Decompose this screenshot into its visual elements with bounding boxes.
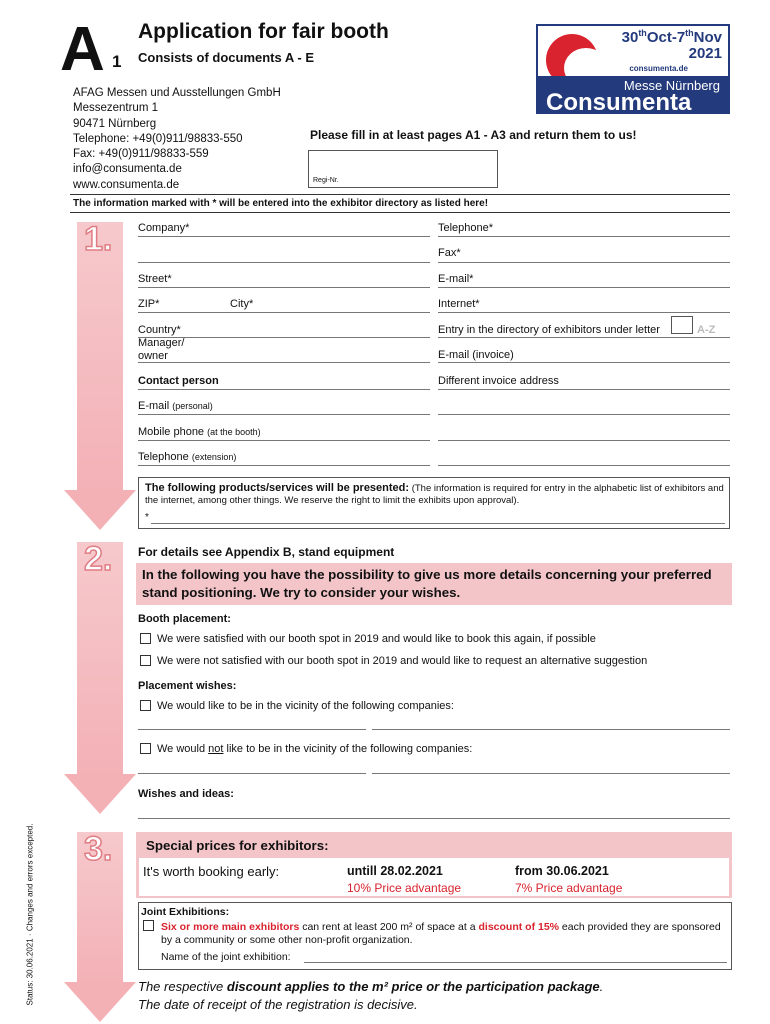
instruction-text: Please fill in at least pages A1 - A3 and return them to us! — [310, 128, 637, 142]
email-invoice-label: E-mail (invoice) — [438, 349, 514, 361]
page-subtitle: Consists of documents A - E — [138, 50, 314, 65]
fax-label: Fax* — [438, 247, 461, 259]
telephone-field[interactable] — [438, 236, 730, 237]
section1-number: 1. — [84, 220, 113, 258]
email-label: E-mail* — [438, 273, 474, 285]
products-field[interactable] — [151, 523, 725, 524]
badge-letter: A — [60, 15, 102, 84]
joint-name-field[interactable] — [304, 962, 727, 963]
section3-number: 3. — [84, 830, 113, 868]
zip-label: ZIP* — [138, 298, 160, 310]
joint-text: Six or more main exhibitors can rent at least 200 m² of space at a discount of 15% each provided they are sponsored by a community or some other non-profit organization. — [161, 921, 721, 946]
country-label: Country* — [138, 324, 181, 336]
manager-field[interactable] — [138, 362, 430, 363]
address-line: 90471 Nürnberg — [73, 117, 157, 130]
section1-arrow — [77, 222, 123, 492]
until-advantage: 10% Price advantage — [347, 881, 462, 895]
diff-invoice-label: Different invoice address — [438, 375, 559, 387]
from-date: from 30.06.2021 — [515, 864, 609, 878]
address-line: Fax: +49(0)911/98833-559 — [73, 148, 209, 161]
tel-ext-field[interactable] — [138, 465, 430, 466]
products-star: * — [145, 512, 149, 523]
section3-arrow-head — [64, 982, 136, 1022]
directory-note: The information marked with * will be entered into the exhibitor directory as listed here! — [73, 198, 489, 209]
address-line: AFAG Messen und Ausstellungen GmbH — [73, 87, 281, 99]
address-line: www.consumenta.de — [73, 178, 180, 191]
tel-ext-label: Telephone (extension) — [138, 451, 237, 463]
positioning-banner-text: In the following you have the possibility to give us more details concerning your preferred stand positioning. We try to consider your wishes. — [142, 567, 712, 600]
street-field[interactable] — [138, 287, 430, 288]
internet-field[interactable] — [438, 312, 730, 313]
company-field-2[interactable] — [138, 262, 430, 263]
invoice-field-2[interactable] — [438, 414, 730, 415]
footer-note: The respective discount applies to the m² price or the participation package. The date of receipt of the registration is decisive. — [138, 979, 604, 1012]
appendix-note: For details see Appendix B, stand equipment — [138, 545, 395, 559]
mobile-label: Mobile phone (at the booth) — [138, 426, 261, 438]
products-box — [138, 477, 730, 529]
contact-person-field[interactable] — [138, 389, 430, 390]
internet-label: Internet* — [438, 298, 480, 310]
telephone-label: Telephone* — [438, 222, 494, 234]
section2-arrow-head — [64, 774, 136, 814]
az-label: A-Z — [697, 324, 716, 336]
vicinity-field-1[interactable] — [138, 729, 366, 730]
mobile-field[interactable] — [138, 440, 430, 441]
vicinity-field-2[interactable] — [372, 729, 730, 730]
until-date: untill 28.02.2021 — [347, 864, 443, 878]
regi-nr-label: Regi-Nr. — [313, 177, 339, 184]
joint-name-label: Name of the joint exhibition: — [161, 951, 291, 963]
email-personal-field[interactable] — [138, 414, 430, 415]
email-personal-label: E-mail (personal) — [138, 400, 213, 412]
consumenta-logo — [536, 24, 730, 114]
fax-field[interactable] — [438, 262, 730, 263]
booth-placement-label: Booth placement: — [138, 613, 231, 625]
page-title: Application for fair booth — [138, 20, 389, 43]
entry-letter-line — [438, 337, 730, 338]
address-line: info@consumenta.de — [73, 163, 182, 176]
joint-title: Joint Exhibitions: — [141, 906, 230, 918]
side-status: Status: 30.06.2021 · Changes and errors excepted. — [25, 823, 35, 1006]
wishes-label: Wishes and ideas: — [138, 788, 234, 800]
section2-number: 2. — [84, 540, 113, 578]
not-vicinity-field-2[interactable] — [372, 773, 730, 774]
logo-brand: Consumenta — [546, 89, 692, 114]
email-invoice-field[interactable] — [438, 362, 730, 363]
from-advantage: 7% Price advantage — [515, 881, 623, 895]
email-field[interactable] — [438, 287, 730, 288]
early-booking-box — [139, 858, 729, 896]
city-label: City* — [230, 298, 254, 310]
wishes-field[interactable] — [138, 818, 730, 819]
badge-sub: 1 — [112, 52, 122, 71]
organizer-address — [73, 86, 281, 193]
not-vicinity-field-1[interactable] — [138, 773, 366, 774]
invoice-field-4[interactable] — [438, 465, 730, 466]
logo-site: consumenta.de — [629, 64, 688, 73]
not-vicinity-checkbox[interactable] — [140, 743, 151, 754]
logo-year: 2021 — [688, 45, 722, 62]
form-badge — [60, 15, 128, 84]
entry-letter-box[interactable] — [671, 316, 693, 334]
logo-venue: Messe Nürnberg — [623, 78, 720, 93]
vicinity-label: We would like to be in the vicinity of the following companies: — [157, 700, 454, 712]
joint-checkbox[interactable] — [143, 920, 154, 931]
not-satisfied-checkbox[interactable] — [140, 655, 151, 666]
special-prices-title: Special prices for exhibitors: — [146, 838, 329, 853]
not-vicinity-label: We would not like to be in the vicinity of the following companies: — [157, 743, 473, 755]
satisfied-label: We were satisfied with our booth spot in 2019 and would like to book this again, if possible — [157, 633, 596, 645]
logo-dates: 30thOct-7thNov — [621, 28, 722, 46]
regi-nr-box[interactable] — [308, 150, 498, 188]
entry-letter-label: Entry in the directory of exhibitors under letter — [438, 324, 660, 336]
satisfied-checkbox[interactable] — [140, 633, 151, 644]
street-label: Street* — [138, 273, 172, 285]
section1-arrow-head — [64, 490, 136, 530]
manager-label: Manager/ owner — [138, 337, 185, 362]
zip-city-field[interactable] — [138, 312, 430, 313]
placement-wishes-label: Placement wishes: — [138, 680, 237, 692]
contact-person-label: Contact person — [138, 375, 219, 387]
products-text: The following products/services will be presented: (The information is required for entry in the alphabetic list of exhibitors and the internet, among other things. We reserve the right to limit the exhibits upon approval). — [145, 482, 724, 506]
company-label: Company* — [138, 222, 190, 234]
positioning-banner — [136, 563, 732, 605]
early-booking-label: It's worth booking early: — [143, 864, 280, 879]
invoice-field-3[interactable] — [438, 440, 730, 441]
company-field[interactable] — [138, 236, 430, 237]
joint-exhibition-box — [138, 902, 732, 970]
vicinity-checkbox[interactable] — [140, 700, 151, 711]
address-line: Messezentrum 1 — [73, 102, 159, 115]
not-satisfied-label: We were not satisfied with our booth spot in 2019 and would like to request an alternative suggestion — [157, 655, 648, 667]
invoice-field-1[interactable] — [438, 389, 730, 390]
address-line: Telephone: +49(0)911/98833-550 — [73, 132, 243, 145]
